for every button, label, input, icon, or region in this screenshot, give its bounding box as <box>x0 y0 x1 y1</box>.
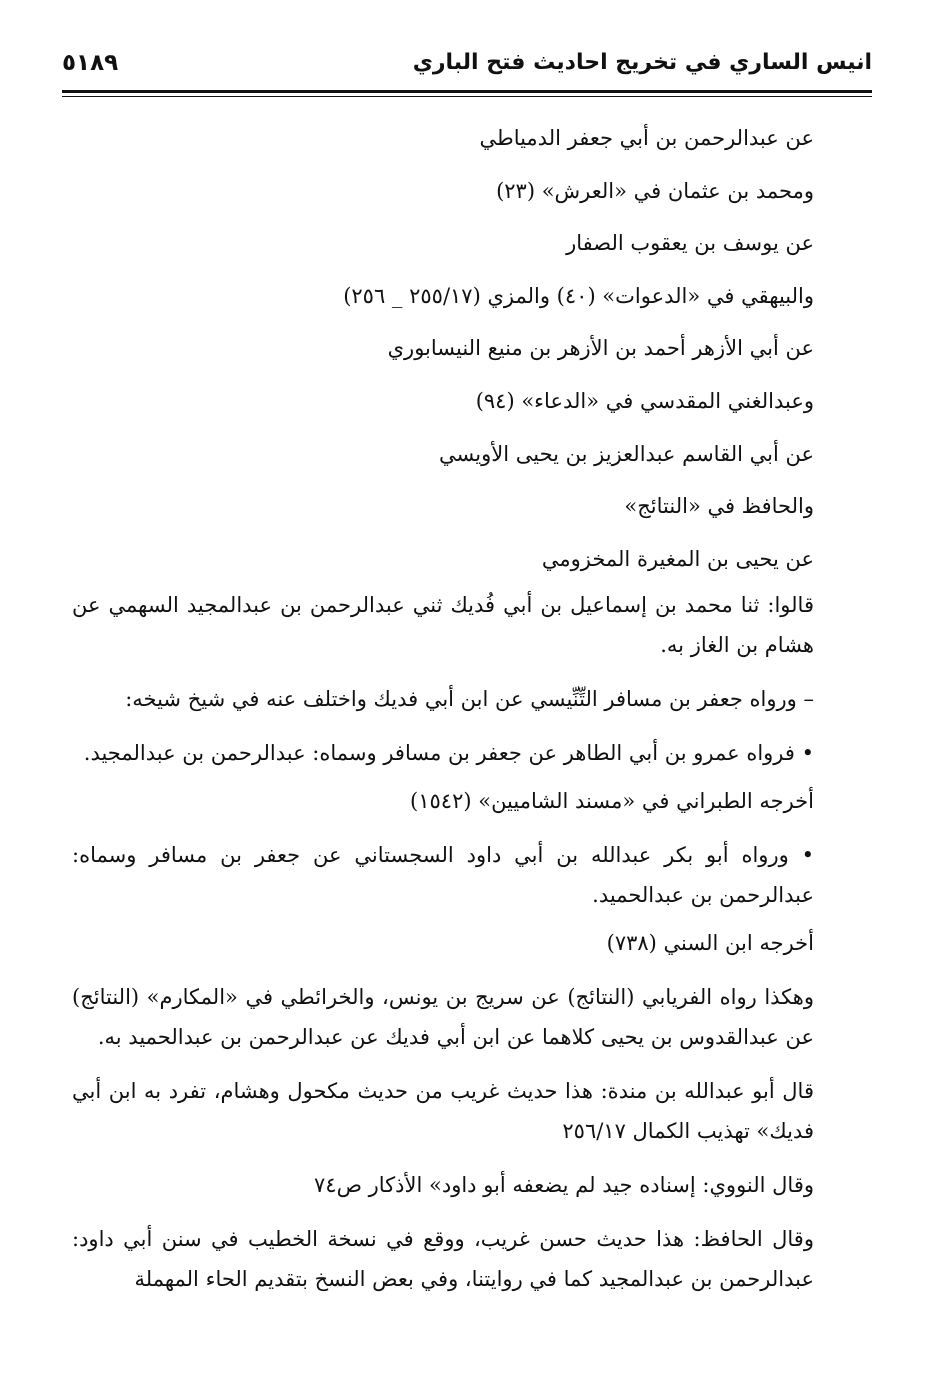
chain-line: عن عبدالرحمن بن أبي جعفر الدمياطي <box>479 126 814 150</box>
page-number: ٥١٨٩ <box>62 50 119 76</box>
chain-line: عن أبي الأزهر أحمد بن الأزهر بن منيع النيسابوري <box>387 336 814 361</box>
bullet-paragraph: • ورواه أبو بكر عبدالله بن أبي داود السجستاني عن جعفر بن مسافر وسماه: عبدالرحمن بن عبدالحميد. <box>72 843 814 908</box>
paragraph: قالوا: ثنا محمد بن إسماعيل بن أبي فُديك ثني عبدالرحمن بن عبدالمجيد السهمي عن هشام بن الغاز به. <box>72 593 814 658</box>
isnad-chain <box>72 112 872 585</box>
paragraph: – ورواه جعفر بن مسافر التِّنِّيسي عن ابن أبي فديك واختلف عنه في شيخ شيخه: <box>125 687 814 712</box>
paragraph: أخرجه ابن السني (٧٣٨) <box>606 931 814 956</box>
chain-line: عن أبي القاسم عبدالعزيز بن يحيى الأويسي <box>439 441 814 466</box>
bullet-paragraph: • فرواه عمرو بن أبي الطاهر عن جعفر بن مسافر وسماه: عبدالرحمن بن عبدالمجيد. <box>83 741 814 766</box>
paragraph: أخرجه الطبراني في «مسند الشاميين» (١٥٤٢) <box>410 789 814 814</box>
body-text <box>72 112 872 1299</box>
header-rule-thin <box>62 96 872 97</box>
paragraph: وقال الحافظ: هذا حديث حسن غريب، ووقع في نسخة الخطيب في سنن أبي داود: عبدالرحمن بن عبدالمجيد كما في روايتنا، وفي بعض النسخ بتقديم الحاء المهملة <box>72 1227 814 1292</box>
chain-line: والبيهقي في «الدعوات» (٤٠) والمزي (٢٥٥/١٧ _ ٢٥٦) <box>343 283 814 308</box>
book-title: انيس الساري في تخريج احاديث فتح الباري <box>412 50 872 75</box>
quote-paragraph: وقال النووي: إسناده جيد لم يضعفه أبو داود» الأذكار ص٧٤ <box>314 1173 814 1198</box>
chain-line: عن يحيى بن المغيرة المخزومي <box>541 546 814 571</box>
quote-paragraph: قال أبو عبدالله بن مندة: هذا حديث غريب من حديث مكحول وهشام، تفرد به ابن أبي فديك» تهذيب الكمال ٢٥٦/١٧ <box>72 1079 814 1144</box>
chain-line: وعبدالغني المقدسي في «الدعاء» (٩٤) <box>475 388 814 413</box>
chain-line: والحافظ في «النتائج» <box>624 494 814 519</box>
paragraph: وهكذا رواه الفريابي (النتائج) عن سريج بن يونس، والخرائطي في «المكارم» (النتائج) عن عبدالقدوس بن يحيى كلاهما عن ابن أبي فديك عن عبدالرحمن بن عبدالحميد به. <box>72 985 814 1050</box>
running-header <box>62 50 872 94</box>
chain-line: عن يوسف بن يعقوب الصفار <box>566 231 814 256</box>
header-rule-thick <box>62 90 872 93</box>
chain-line: ومحمد بن عثمان في «العرش» (٢٣) <box>496 178 814 203</box>
